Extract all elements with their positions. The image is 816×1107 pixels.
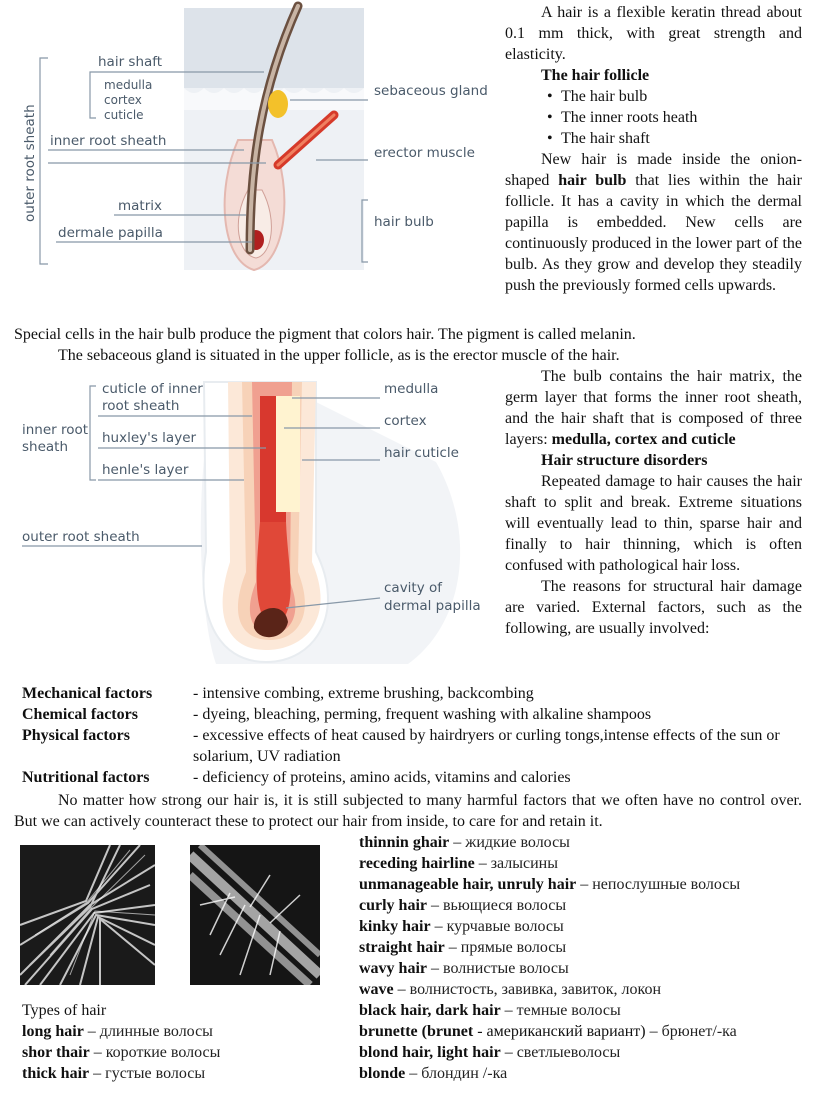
- label-sebaceous-gland: sebaceous gland: [374, 83, 488, 99]
- table-row: [22, 683, 802, 704]
- vocab-item: blonde – блондин /-ка: [359, 1065, 508, 1082]
- melanin-paragraph: Special cells in the hair bulb produce the pigment that colors hair. The pigment is called melanin.: [14, 326, 636, 343]
- intro-paragraph: A hair is a flexible keratin thread about 0.1 mm thick, with great strength and elasticity.: [505, 4, 802, 63]
- table-row: [22, 704, 802, 725]
- intro-column: [505, 2, 802, 296]
- vocab-item: wavy hair – волнистые волосы: [359, 960, 569, 977]
- vocab-item: blond hair, light hair – светлыеволосы: [359, 1044, 621, 1061]
- factor-desc: - deficiency of proteins, amino acids, vitamins and calories: [193, 769, 571, 786]
- label-henle-layer: henle's layer: [102, 462, 189, 478]
- vocab-right: [359, 832, 809, 1084]
- reasons-paragraph: The reasons for structural hair damage are varied. External factors, such as the following, are usually involved:: [505, 578, 802, 637]
- vocab-item: curly hair – вьющиеся волосы: [359, 897, 567, 914]
- label-hair-shaft: hair shaft: [98, 54, 163, 70]
- table-row: [22, 725, 802, 767]
- factor-desc: - dyeing, bleaching, perming, frequent washing with alkaline shampoos: [193, 706, 652, 723]
- disorders-paragraph: Repeated damage to hair causes the hair shaft to split and break. Extreme situations will eventually lead to thin, sparse hair and finally to hair thinning, which is often confused with pathological hair loss.: [505, 473, 802, 574]
- factor-term: Mechanical factors: [22, 685, 153, 702]
- list-item: • The hair shaft: [541, 128, 802, 149]
- vocab-item: black hair, dark hair – темные волосы: [359, 1002, 621, 1019]
- types-heading: Types of hair: [22, 1002, 107, 1019]
- label-inner-root-sheath: inner root sheath: [50, 133, 167, 149]
- factor-desc: - intensive combing, extreme brushing, backcombing: [193, 685, 534, 702]
- vocab-item: straight hair – прямые волосы: [359, 939, 567, 956]
- label-cavity-2: dermal papilla: [384, 598, 481, 614]
- vocab-item: thick hair – густые волосы: [22, 1065, 206, 1082]
- table-row: [22, 767, 802, 788]
- label-medulla: medulla: [104, 78, 153, 92]
- vocab-left: [22, 1000, 342, 1084]
- factor-term: Chemical factors: [22, 706, 138, 723]
- disorders-heading: Hair structure disorders: [541, 452, 708, 469]
- label-huxley-layer: huxley's layer: [102, 430, 197, 446]
- label-outer-root-sheath: outer root sheath: [22, 529, 140, 545]
- vocab-item: unmanageable hair, unruly hair – непослушные волосы: [359, 876, 741, 893]
- medulla-shape: [276, 396, 300, 512]
- label-matrix: matrix: [118, 198, 163, 214]
- hair-follicle-diagram: [16, 0, 498, 280]
- closing-paragraph: No matter how strong our hair is, it is still subjected to many harmful factors that we often have no control over. But we can actively counteract these to protect our hair from inside, to care for and retain it.: [14, 792, 802, 830]
- label-cortex: cortex: [104, 93, 142, 107]
- factor-term: Nutritional factors: [22, 769, 150, 786]
- sebaceous-gland-shape: [268, 90, 288, 118]
- hair-bulb-paragraph: New hair is made inside the onion-shaped hair bulb that lies within the hair follicle. It has a cavity in which the dermal papilla is embedded. New cells are continuously produced in the lower part of the bulb. As they grow and develop they steadily push the previously formed cells upwards.: [505, 151, 802, 294]
- damaged-hair-photo-1: [20, 845, 155, 985]
- label-inner-root-2: sheath: [22, 439, 69, 455]
- label-inner-root-1: inner root: [22, 422, 89, 438]
- vocab-item: receding hairline – залысины: [359, 855, 558, 872]
- vocab-item: shor thair – короткие волосы: [22, 1044, 221, 1061]
- label-cuticle-inner-1: cuticle of inner: [102, 381, 203, 397]
- sebaceous-paragraph: The sebaceous gland is situated in the upper follicle, as is the erector muscle of the hair.: [58, 347, 620, 364]
- vocab-item: long hair – длинные волосы: [22, 1023, 213, 1040]
- damaged-hair-photo-2: [190, 845, 320, 985]
- bulb-paragraph: The bulb contains the hair matrix, the germ layer that forms the inner root sheath, and the hair shaft that is composed of three layers: medulla, cortex and cuticle: [505, 368, 802, 448]
- label-cuticle-inner-2: root sheath: [102, 398, 180, 414]
- list-item: • The inner roots heath: [541, 107, 802, 128]
- bulb-column: [505, 366, 802, 639]
- follicle-list: [505, 86, 802, 149]
- vocab-item: wave – волнистость, завивка, завиток, локон: [359, 981, 661, 998]
- label-cavity-1: cavity of: [384, 580, 443, 596]
- label-erector-muscle: erector muscle: [374, 145, 475, 161]
- list-item: • The hair bulb: [541, 86, 802, 107]
- vocab-item: kinky hair – курчавые волосы: [359, 918, 564, 935]
- factor-desc: - excessive effects of heat caused by hairdryers or curling tongs,intense effects of the sun or solarium, UV radiation: [193, 727, 780, 765]
- label-cuticle: cuticle: [104, 108, 144, 122]
- label-hair-cuticle: hair cuticle: [384, 445, 459, 461]
- follicle-heading: The hair follicle: [541, 67, 650, 84]
- label-hair-bulb: hair bulb: [374, 214, 434, 230]
- vocab-item: thinnin ghair – жидкие волосы: [359, 834, 570, 851]
- factors-table: [22, 683, 802, 788]
- factor-term: Physical factors: [22, 727, 130, 744]
- label-cortex: cortex: [384, 413, 427, 429]
- label-outer-root-sheath: outer root sheath: [22, 104, 38, 222]
- label-dermale-papilla: dermale papilla: [58, 225, 163, 241]
- label-medulla: medulla: [384, 381, 439, 397]
- vocab-item: brunette (brunet - американский вариант) – брюнет/-ка: [359, 1023, 737, 1040]
- hair-bulb-diagram: [16, 372, 498, 672]
